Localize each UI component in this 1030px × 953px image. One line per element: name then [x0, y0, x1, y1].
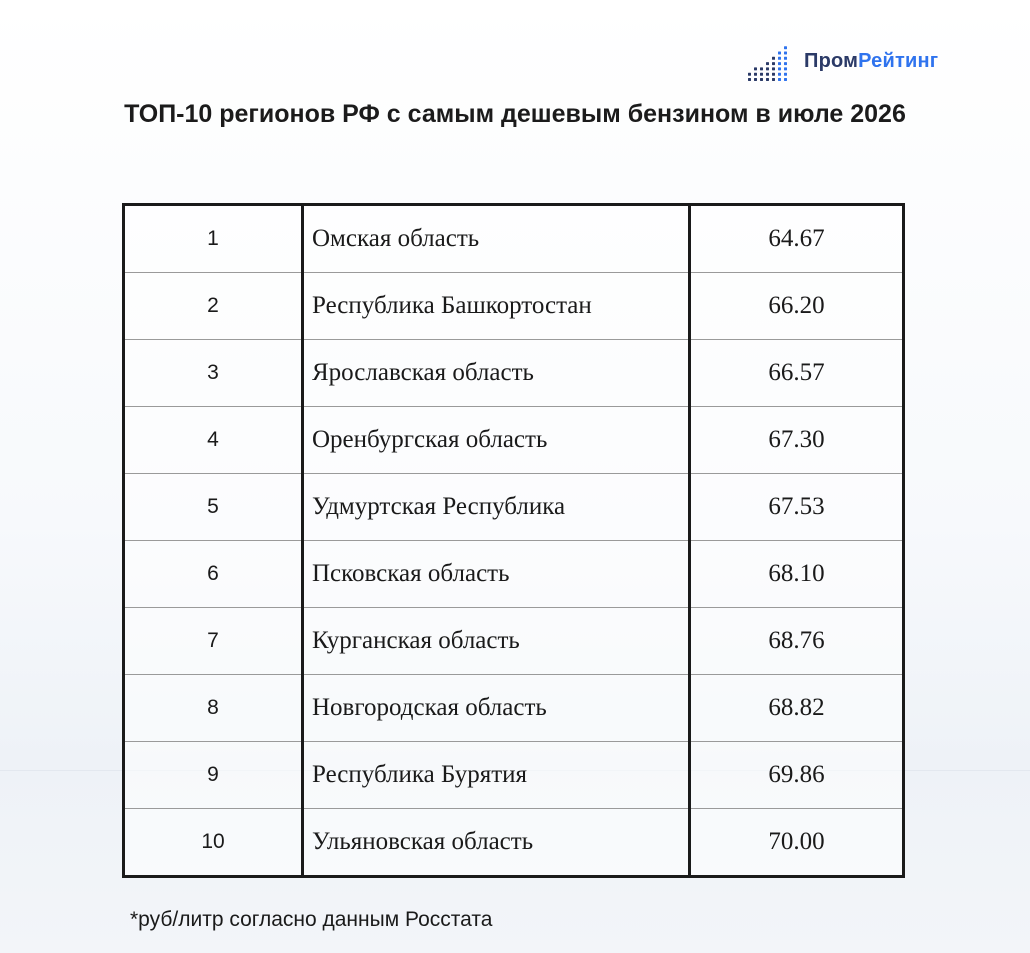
rank-cell: 1: [124, 205, 303, 273]
logo-dot: [772, 57, 775, 60]
region-cell: Республика Башкортостан: [303, 273, 690, 340]
logo-dot: [778, 78, 781, 81]
brand-name: [804, 50, 938, 73]
price-cell: 66.20: [690, 273, 904, 340]
logo-dot: [766, 67, 769, 70]
table-row: [124, 474, 904, 541]
logo-dot: [760, 78, 763, 81]
table-row: [124, 407, 904, 474]
price-cell: 64.67: [690, 205, 904, 273]
logo-dot: [766, 62, 769, 65]
logo-dot: [784, 73, 787, 76]
brand-logo: [746, 40, 938, 82]
region-cell: Псковская область: [303, 541, 690, 608]
rank-cell: 5: [124, 474, 303, 541]
logo-dot: [778, 67, 781, 70]
table-row: [124, 675, 904, 742]
logo-dot: [754, 67, 757, 70]
price-cell: 67.30: [690, 407, 904, 474]
logo-dot: [766, 73, 769, 76]
table-row: [124, 608, 904, 675]
rank-cell: 4: [124, 407, 303, 474]
rank-cell: 9: [124, 742, 303, 809]
logo-dot: [772, 62, 775, 65]
logo-dot: [760, 67, 763, 70]
footnote: *руб/литр согласно данным Росстата: [130, 908, 493, 931]
region-cell: Республика Бурятия: [303, 742, 690, 809]
logo-dot: [766, 78, 769, 81]
price-cell: 67.53: [690, 474, 904, 541]
logo-dot: [784, 46, 787, 49]
region-cell: Ярославская область: [303, 340, 690, 407]
region-cell: Ульяновская область: [303, 809, 690, 877]
rank-cell: 3: [124, 340, 303, 407]
price-cell: 68.10: [690, 541, 904, 608]
rank-cell: 2: [124, 273, 303, 340]
logo-dot: [778, 52, 781, 55]
rank-cell: 7: [124, 608, 303, 675]
rank-cell: 10: [124, 809, 303, 877]
table-row: [124, 809, 904, 877]
bar-dots-logo-icon: [746, 40, 790, 82]
region-cell: Омская область: [303, 205, 690, 273]
region-cell: Удмуртская Республика: [303, 474, 690, 541]
price-cell: 68.82: [690, 675, 904, 742]
logo-dot: [772, 67, 775, 70]
table-row: [124, 742, 904, 809]
table-row: [124, 273, 904, 340]
table-body: [124, 205, 904, 877]
logo-dot: [754, 78, 757, 81]
page-title: ТОП-10 регионов РФ с самым дешевым бензином в июле 2026: [124, 100, 906, 128]
price-cell: 66.57: [690, 340, 904, 407]
logo-dot: [778, 57, 781, 60]
logo-dot: [772, 73, 775, 76]
logo-dot: [784, 52, 787, 55]
brand-name-part1: Пром: [804, 49, 859, 72]
table-row: [124, 340, 904, 407]
price-cell: 70.00: [690, 809, 904, 877]
region-cell: Новгородская область: [303, 675, 690, 742]
logo-dot: [784, 78, 787, 81]
logo-dot: [772, 78, 775, 81]
logo-dot: [754, 73, 757, 76]
price-cell: 69.86: [690, 742, 904, 809]
rank-cell: 6: [124, 541, 303, 608]
logo-dot: [784, 57, 787, 60]
regions-price-table: [122, 203, 905, 878]
logo-dot: [748, 78, 751, 81]
table-row: [124, 205, 904, 273]
rank-cell: 8: [124, 675, 303, 742]
region-cell: Оренбургская область: [303, 407, 690, 474]
logo-dot: [760, 73, 763, 76]
logo-dot: [748, 73, 751, 76]
table-row: [124, 541, 904, 608]
logo-dot: [778, 62, 781, 65]
logo-dot: [784, 62, 787, 65]
logo-dot: [784, 67, 787, 70]
logo-dot: [778, 73, 781, 76]
price-cell: 68.76: [690, 608, 904, 675]
brand-name-part2: Рейтинг: [858, 49, 939, 72]
region-cell: Курганская область: [303, 608, 690, 675]
